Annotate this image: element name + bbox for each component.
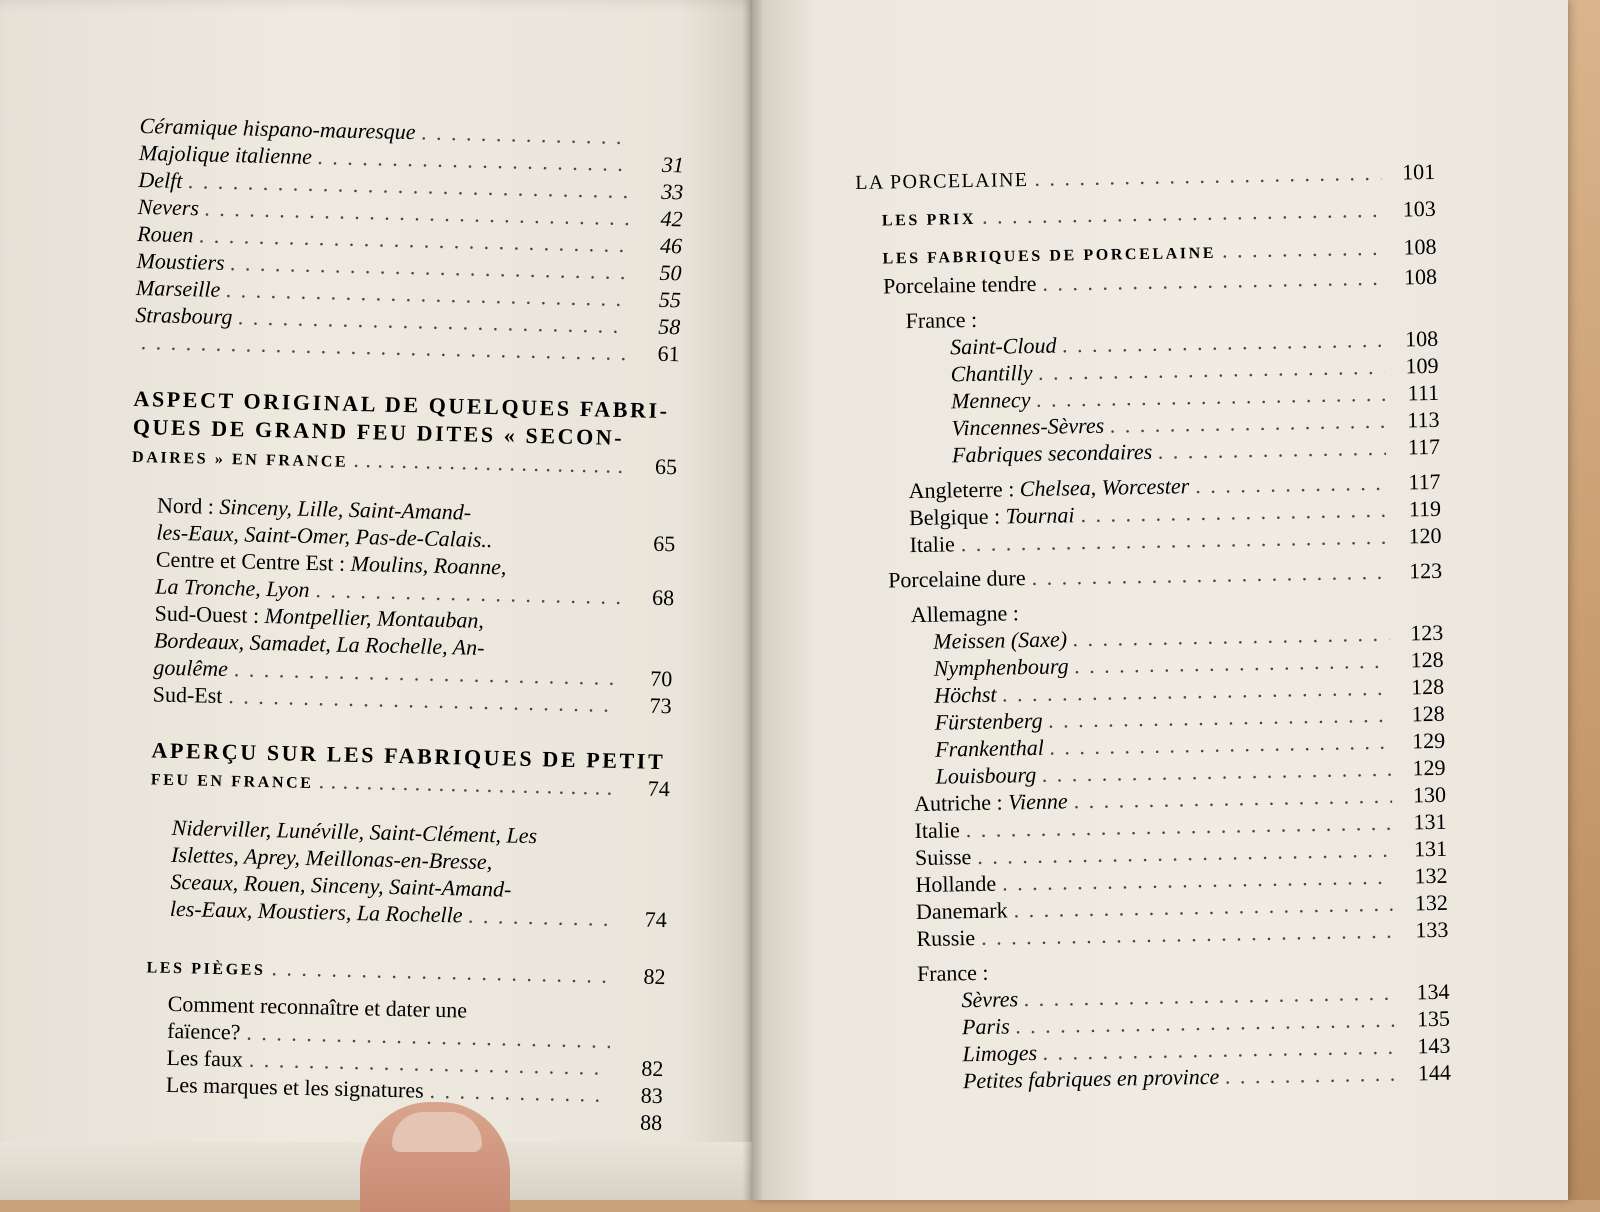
toc-entry-label: Strasbourg <box>135 301 233 330</box>
toc-entry-label: Majolique italienne <box>138 139 313 169</box>
toc-entry-label: Porcelaine dure <box>887 565 1026 593</box>
toc-page-number: 132 <box>1414 889 1449 916</box>
toc-page-number: 82 <box>643 963 666 990</box>
toc-entry-label: LES PIÈGES <box>146 959 266 980</box>
toc-page-number: 134 <box>1416 978 1450 1005</box>
toc-entry-label: Höchst <box>933 681 997 708</box>
toc-page-number: 74 <box>647 775 671 802</box>
toc-entry-label: Allemagne : <box>910 600 1020 628</box>
toc-page-number: 33 <box>661 178 684 205</box>
toc-page-number: 103 <box>1402 195 1437 222</box>
toc-entry-label: Meissen (Saxe) <box>933 626 1068 654</box>
toc-page-number: 132 <box>1414 862 1448 889</box>
toc-page-number: 144 <box>1417 1059 1452 1086</box>
toc-page-number: 117 <box>1407 433 1441 460</box>
thumbnail-nail <box>392 1112 482 1152</box>
toc-page-number: 123 <box>1408 557 1443 584</box>
toc-entry-label: Hollande <box>915 870 997 898</box>
toc-entry-label: Comment reconnaître et dater une <box>167 990 468 1023</box>
book-gutter <box>742 0 762 1200</box>
toc-right <box>855 158 1451 1096</box>
toc-entry-label: France : <box>916 959 989 987</box>
toc-entry-label: Moustiers <box>136 247 225 275</box>
toc-entry-label: Suisse <box>914 844 972 871</box>
toc-entry-sudouest <box>127 599 674 692</box>
toc-entry-label: Vincennes-Sèvres <box>951 412 1105 441</box>
toc-entry-label: Rouen <box>136 220 194 248</box>
toc-page-number: 73 <box>649 692 672 719</box>
toc-entry-label: Mennecy <box>950 386 1031 414</box>
toc-page-number: 117 <box>1408 468 1441 495</box>
toc-entry-label: Chelsea, Worcester <box>1019 473 1190 502</box>
toc-entry-label: Italie <box>914 817 960 844</box>
region-towns: goulême <box>153 654 229 682</box>
toc-section-line: APERÇU SUR LES FABRIQUES DE PETIT <box>151 737 666 775</box>
toc-page-number: 74 <box>644 906 668 933</box>
toc-page-number: 65 <box>653 530 676 557</box>
toc-entry-label: Fürstenberg <box>934 707 1043 735</box>
toc-page-number: 42 <box>660 205 683 232</box>
toc-page-number: 128 <box>1411 700 1445 727</box>
towns-line: Sceaux, Rouen, Sinceny, Saint-Amand- <box>170 868 512 902</box>
region-towns: La Tronche, Lyon <box>154 573 310 602</box>
country-head: Belgique : <box>908 503 1001 531</box>
toc-page-number: 55 <box>658 286 682 313</box>
towns-line: Islettes, Aprey, Meillonas-en-Bresse, <box>170 841 493 875</box>
toc-entry-label: Fabriques secondaires <box>951 438 1153 468</box>
towns-line: les-Eaux, Moustiers, La Rochelle <box>169 895 463 928</box>
toc-left <box>117 112 685 1136</box>
toc-section-line: DAIRES » EN FRANCE <box>131 448 349 471</box>
toc-entry-label: LA PORCELAINE <box>855 168 1029 194</box>
country-head: Angleterre : <box>908 476 1015 504</box>
toc-page-number: 128 <box>1410 646 1444 673</box>
country-head: Autriche : <box>913 789 1003 817</box>
toc-entry-label: France : <box>905 306 978 334</box>
toc-entry-label: faïence? <box>166 1017 241 1045</box>
region-towns: Bordeaux, Samadet, La Rochelle, An- <box>153 627 485 660</box>
toc-page-number: 113 <box>1407 406 1440 433</box>
toc-faience-list <box>134 112 684 367</box>
toc-entry-label: Sud-Est <box>152 681 223 709</box>
region-towns: les-Eaux, Saint-Omer, Pas-de-Calais.. <box>156 519 493 553</box>
region-head: Sud-Ouest : <box>154 600 260 628</box>
toc-page-number: 46 <box>659 232 683 259</box>
region-head: Nord : <box>156 492 215 519</box>
toc-section-aspect <box>132 385 679 483</box>
toc-entry-label: Céramique hispano-mauresque <box>139 112 416 145</box>
toc-page-number: 108 <box>1403 263 1438 290</box>
toc-entry-label: Marseille <box>135 274 221 302</box>
toc-page-number: 130 <box>1412 781 1447 808</box>
toc-entry-label: Sèvres <box>961 986 1019 1013</box>
toc-page-number: 101 <box>1401 158 1436 185</box>
toc-entry-label: Porcelaine tendre <box>882 270 1037 299</box>
toc-entry-label: Petites fabriques en province <box>962 1063 1220 1094</box>
toc-page-number: 129 <box>1411 727 1446 754</box>
toc-section-line: FEU EN FRANCE <box>150 771 314 793</box>
toc-page-number: 128 <box>1410 673 1445 700</box>
toc-entry-label: Delft <box>138 166 183 193</box>
toc-petit-feu-towns <box>122 813 669 933</box>
region-towns: Sinceny, Lille, Saint-Amand- <box>219 493 472 525</box>
toc-page-number: 120 <box>1408 522 1442 549</box>
region-towns: Montpellier, Montauban, <box>264 602 485 633</box>
toc-entry-label: Frankenthal <box>934 734 1045 762</box>
toc-page-number: 109 <box>1405 352 1439 379</box>
toc-page-number: 82 <box>641 1055 664 1082</box>
toc-entry-label: Paris <box>961 1013 1010 1040</box>
toc-page-number: 135 <box>1416 1005 1451 1032</box>
toc-entry-label: Vienne <box>1007 788 1068 815</box>
toc-entry-label: Louisbourg <box>935 761 1037 789</box>
toc-page-number: 111 <box>1407 379 1440 406</box>
toc-page-number: 143 <box>1417 1032 1451 1059</box>
toc-entry-label: LES FABRIQUES DE PORCELAINE <box>882 244 1217 268</box>
toc-page-number: 131 <box>1413 808 1447 835</box>
toc-entry-label: LES PRIX <box>881 210 977 230</box>
toc-entry-label: Limoges <box>962 1039 1038 1067</box>
toc-section-line: QUES DE GRAND FEU DITES « SECON- <box>132 413 625 451</box>
toc-entry-label: Danemark <box>915 897 1008 925</box>
toc-page-number: 108 <box>1403 233 1437 260</box>
towns-line: Niderviller, Lunéville, Saint-Clément, Les <box>171 814 538 849</box>
region-towns: Moulins, Roanne, <box>350 550 507 580</box>
toc-page-number: 65 <box>654 453 678 480</box>
toc-entry-label: Tournai <box>1005 502 1075 529</box>
region-head: Centre et Centre Est : <box>155 546 346 576</box>
toc-page-number: 119 <box>1408 495 1442 522</box>
toc-page-number: 31 <box>661 151 685 178</box>
toc-page-number: 133 <box>1415 916 1449 943</box>
toc-page-number: 129 <box>1412 754 1446 781</box>
toc-entry-label: Les marques et les signatures <box>165 1071 424 1103</box>
toc-entry-label: Russie <box>916 925 976 952</box>
toc-page-number: 88 <box>639 1109 663 1136</box>
toc-entry-label: Les faux <box>166 1044 244 1072</box>
toc-page-number: 68 <box>651 584 675 611</box>
toc-section-line: ASPECT ORIGINAL DE QUELQUES FABRI- <box>133 385 670 424</box>
toc-page-number: 50 <box>659 259 682 286</box>
toc-page-number: 131 <box>1413 835 1448 862</box>
toc-entry-label: Nevers <box>137 193 200 221</box>
toc-page-number: 58 <box>657 313 681 340</box>
toc-page-number: 70 <box>650 665 673 692</box>
toc-page-number: 83 <box>640 1082 664 1109</box>
toc-entry-label: Nymphenbourg <box>933 653 1069 681</box>
toc-entry-label: Italie <box>909 531 955 558</box>
toc-entry-label: Chantilly <box>950 359 1033 387</box>
toc-page-number: 123 <box>1409 619 1444 646</box>
toc-page-number: 61 <box>657 340 680 367</box>
toc-entry-label: Saint-Cloud <box>949 332 1057 360</box>
toc-page-number: 108 <box>1404 325 1439 352</box>
